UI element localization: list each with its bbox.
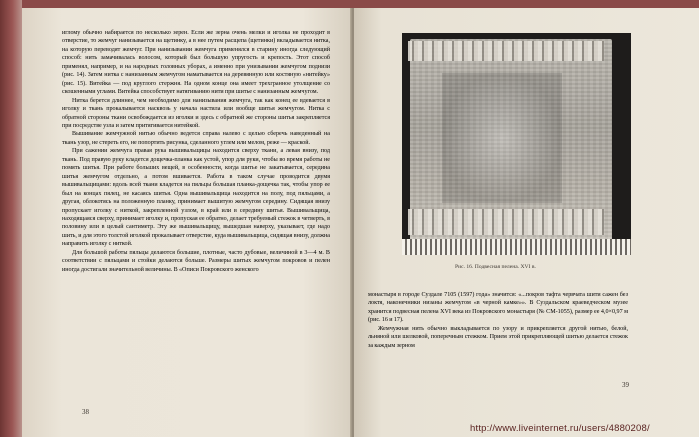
- left-paragraph-5: Для большой работы пяльцы делаются большие, плотные, часто дубовые, величиной в 3—4 м. В соответствии с пяльцами и стойки делаются больше. Размеры шитых жемчугом покровов и пелен иногда достигали значительной величины. В «Описи Покровского женского: [62, 249, 330, 273]
- lace-band-bottom: [408, 209, 604, 235]
- left-paragraph-1: иглому обычно набирается по несколько зерен. Если же зерна очень мелки и иголка не проходит в отверстие, то жемчуг нанизывается на щетинку, а в нее путем расщепа (щетинки) вкладывается нитка, на которую переводят жемчуг. При нанизывании жемчуга применялся в старину иногда следующий способ: нить замачивалась волосом, который был большую упругость и крепость. Этот способ применял, например, и на народных головных уборах, а именно при унизывании жемчугом поднизи (рис. 14). Затем нитка с нанизанным жемчугом наматывается на деревянную или костяную «нитейку» (рис. 15). Витейка — под круглого стержня. На одном конце она имеет трехгранное утолщение со скошенными углами. Витейка способствует натягиванию нити при шитье с нанизанным жемчугом.: [62, 30, 330, 96]
- left-paragraph-2: Нитка берется длиннее, чем необходимо для нанизывания жемчуга, так как конец ее вдевается в иголку и ткань прокалывается насквозь у начала настила или вообще шитья жемчугом. Нитка с обратной стороны ткани освобождается из иголки и здесь с обратной же стороны шитья закрепляется при посредстве узла и затем притягивается нитейкой.: [62, 97, 330, 129]
- watermark-url: http://www.liveinternet.ru/users/4880208/: [470, 423, 650, 434]
- left-page-text: [62, 29, 330, 274]
- right-paragraph-1: монастыря в городе Суздале 7105 (1597) года» значится: «...покров тафта червчата шити сажен без локтя, наконечники низаны жемчугом «в черной камке»». В Суздальском краеведческом музее хранится подвесная пелена XVI века из Покровского монастыря (№ СМ-1055), размер ее 4,0×0,97 м (рис. 16 и 17).: [368, 292, 628, 324]
- right-page-number: 39: [622, 381, 629, 389]
- lace-hem: [402, 239, 631, 255]
- right-paragraph-2: Жемчужная нить обычно выкладывается по узору и прикрепляется другой нитью, белой, льняной или шелковой, поперечным стежком. Прием этой прикрепляющей шитью делается стежок за каждым зерном: [368, 325, 628, 349]
- figure-photo-hanging-shroud: [402, 33, 631, 255]
- lace-band-top: [408, 41, 604, 61]
- left-paragraph-3: Вышивание жемчужной нитью обычно ведется справа налево с целью сберечь наведенный на ткань узор, не стереть его, не попортить рисунка, сделанного углем или мелом, реже — краской.: [62, 131, 330, 146]
- cloth-center: [442, 73, 562, 203]
- book-cover-edge: [0, 0, 22, 437]
- right-page-text: [368, 291, 628, 350]
- left-paragraph-4: При сажении жемчуга правая рука вышивальщицы находится сверху ткани, а левая внизу, под ткань. Под правую руку кладется дощечка-планка как устой, упор для руки, чтобы во время работы не помять шитья. При работе больших вещей, в особенности, когда шитье не закатывается, середина шитья жемчугом отдельно, а потом вшивается. Работа в таком случае проводится двумя вышивальщицами: вдоль всей ткани кладется на пяльцы большая планка-дощечка так, чтобы упор ее был на концах пялец, не касаясь шитья. Одна вышивальщица находится на полу, под пяльцами, а другая, облокотясь на положенную планку, принимает вышитую жемчугом середину. Сидящая внизу пропускает иголку с ниткой, закрепленной узлом, в край или в середину шитья. Вышивальщица, находящаяся сверху, принимает иголку и, пропуская ее обратно, делает требуемый стежок в четверть, в половину или в целый сантиметр. Эту же вышивальщицу, вышедшая наверху, указывает, где надо шить, и для этого толстой иголкой прокалывает отверстие, куда вышивальщица, сидящая внизу, должна направить иголку с ниткой.: [62, 148, 330, 248]
- left-page-number: 38: [82, 408, 89, 416]
- figure-caption: Рис. 16. Подвесная пелена. XVI в.: [455, 264, 536, 270]
